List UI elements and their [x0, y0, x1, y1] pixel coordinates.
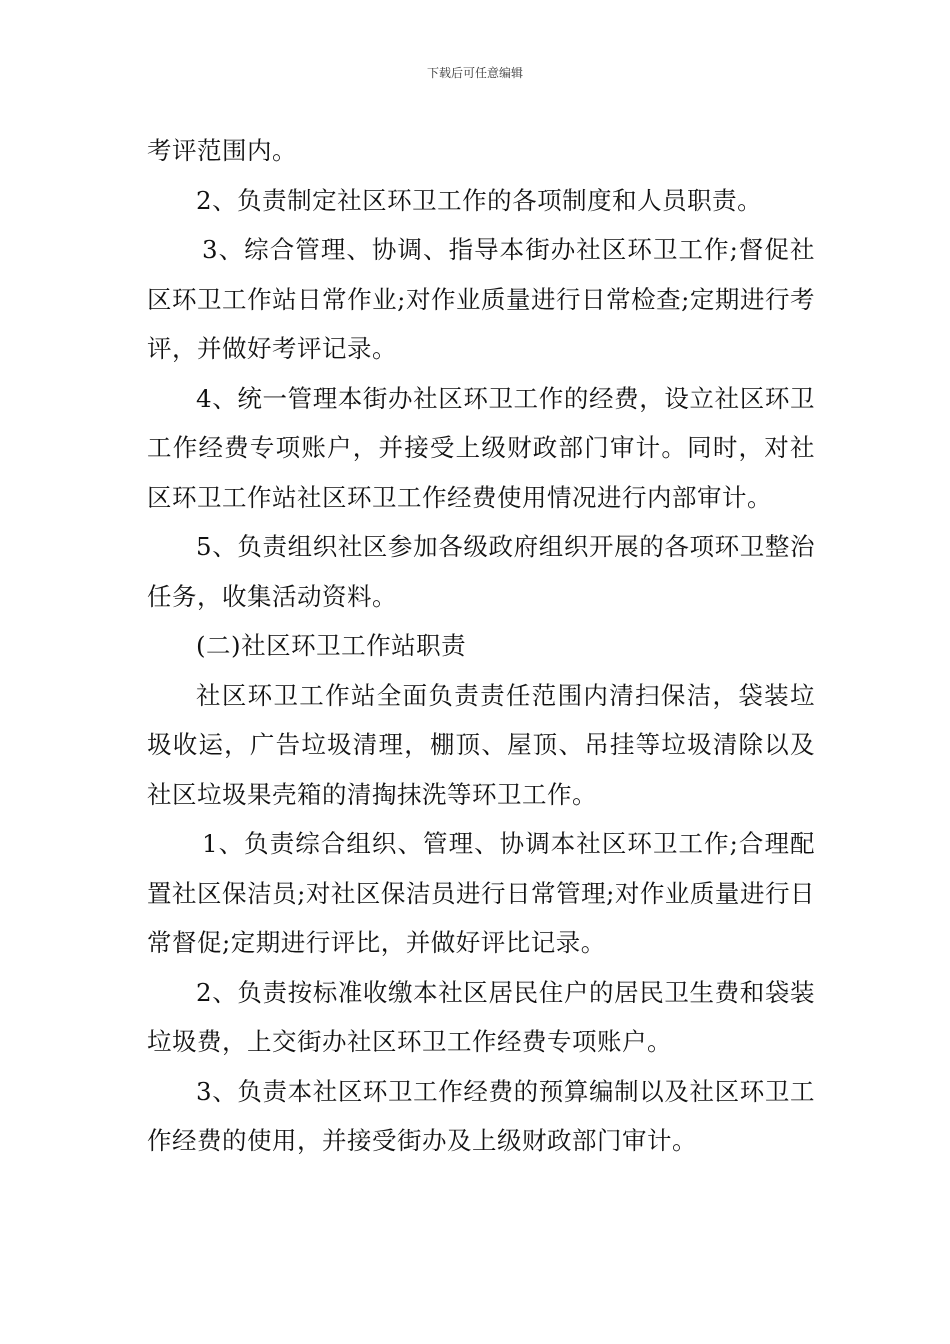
- paragraph-continuation: 考评范围内。: [147, 136, 297, 165]
- paragraph-station-item-1: 1、负责综合组织、管理、协调本社区环卫工作;合理配置社区保洁员;对社区保洁员进行日常管理;对作业质量进行日常督促;定期进行评比，并做好评比记录。: [147, 829, 815, 957]
- section-heading: (二)社区环卫工作站职责: [196, 631, 467, 660]
- paragraph-item-2: 2、负责制定社区环卫工作的各项制度和人员职责。: [196, 185, 763, 215]
- paragraph-station-item-2: 2、负责按标准收缴本社区居民住户的居民卫生费和袋装垃圾费，上交街办社区环卫工作经费专项账户。: [147, 977, 815, 1056]
- paragraph-item-3: 3、综合管理、协调、指导本街办社区环卫工作;督促社区环卫工作站日常作业;对作业质量进行日常检查;定期进行考评，并做好考评记录。: [147, 235, 815, 363]
- paragraph-intro: 社区环卫工作站全面负责责任范围内清扫保洁，袋装垃圾收运，广告垃圾清理，棚顶、屋顶、吊挂等垃圾清除以及社区垃圾果壳箱的清掏抹洗等环卫工作。: [147, 680, 815, 809]
- paragraph-item-4: 4、统一管理本街办社区环卫工作的经费，设立社区环卫工作经费专项账户，并接受上级财政部门审计。同时，对社区环卫工作站社区环卫工作经费使用情况进行内部审计。: [147, 383, 815, 512]
- paragraph-station-item-3: 3、负责本社区环卫工作经费的预算编制以及社区环卫工作经费的使用，并接受街办及上级财政部门审计。: [147, 1076, 815, 1155]
- page-header: 下载后可任意编辑: [426, 66, 523, 80]
- document-body: [147, 126, 815, 1166]
- paragraph-item-5: 5、负责组织社区参加各级政府组织开展的各项环卫整治任务，收集活动资料。: [147, 532, 815, 611]
